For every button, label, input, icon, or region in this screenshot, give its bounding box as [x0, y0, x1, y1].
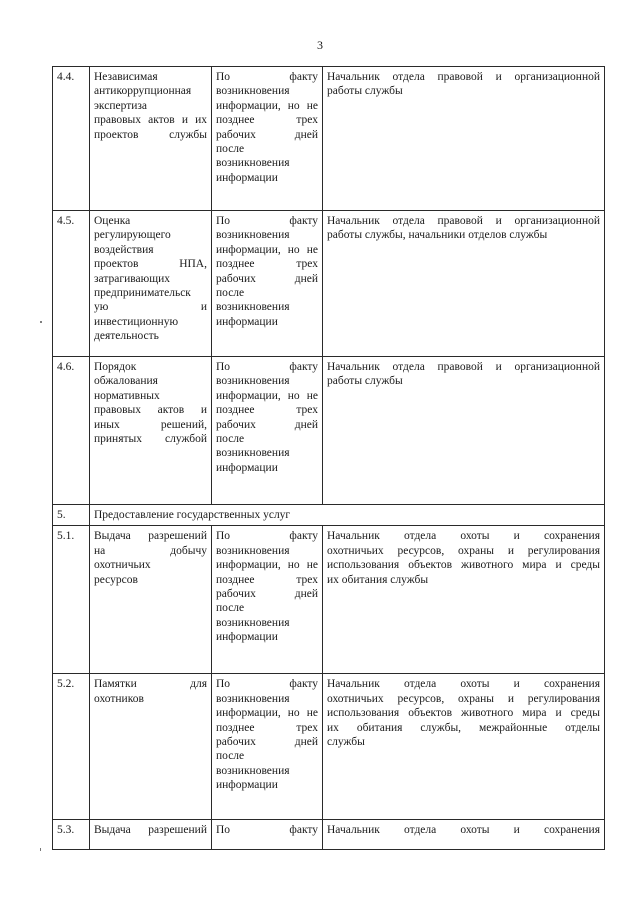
text-line: рабочих дней	[216, 588, 318, 601]
scan-artifact	[40, 321, 42, 323]
text-line: охотничьих ресурсов, охраны и регулирования	[327, 544, 600, 557]
table-row	[53, 211, 605, 357]
text-line: охотничьих ресурсов, охраны и регулирования	[327, 692, 600, 705]
text-line: информации, но не	[216, 707, 318, 720]
text-line: рабочих дней	[216, 272, 318, 285]
table-body	[53, 67, 605, 850]
scan-artifact	[40, 848, 41, 851]
text-line: после	[216, 433, 245, 446]
table-row	[53, 526, 605, 674]
text-line: информации	[216, 171, 278, 184]
text-line: после	[216, 287, 245, 300]
text-line: возникновения	[216, 764, 290, 777]
table-row	[53, 67, 605, 211]
text-line: возникновения	[216, 692, 290, 705]
text-line: их обитания службы, межрайонные отделы	[327, 721, 600, 734]
item-number: 5.1.	[53, 526, 90, 674]
text-line: возникновения	[216, 616, 290, 629]
text-line: принятых службой	[94, 433, 207, 446]
text-line: информации	[216, 631, 278, 644]
text-line: Выдача разрешений	[94, 530, 207, 543]
text-line: позднее трех	[216, 404, 318, 417]
text-line: позднее трех	[216, 114, 318, 127]
text-line: обжалования	[94, 375, 158, 388]
text-line: правовых актов и	[94, 404, 207, 417]
text-line: возникновения	[216, 375, 290, 388]
text-line: Независимая	[94, 71, 158, 83]
text-line: Порядок	[94, 361, 137, 373]
text-line: работы службы	[327, 375, 403, 388]
text-line: деятельность	[94, 330, 159, 343]
text-line: работы службы, начальники отделов службы	[327, 229, 548, 242]
table-row	[53, 357, 605, 505]
text-line: работы службы	[327, 85, 403, 98]
item-number: 5.3.	[53, 820, 90, 850]
deadline-cell	[212, 526, 323, 674]
text-line: воздействия	[94, 243, 154, 256]
deadline-cell	[212, 357, 323, 505]
responsible-cell	[323, 674, 605, 820]
table-row	[53, 505, 605, 526]
text-line: их обитания службы	[327, 573, 429, 586]
text-line: использования объектов животного мира и среды	[327, 707, 600, 720]
text-line: По факту	[216, 530, 318, 543]
responsible-cell	[323, 211, 605, 357]
item-name-cell	[90, 820, 212, 850]
text-line: Начальник отдела правовой и организационной	[327, 71, 600, 83]
table-row	[53, 820, 605, 850]
item-number: 5.	[53, 505, 90, 526]
item-number: 4.5.	[53, 211, 90, 357]
text-line: Выдача разрешений	[94, 824, 207, 837]
text-line: Начальник отдела охоты и сохранения	[327, 530, 600, 543]
text-line: По факту	[216, 361, 318, 373]
text-line: иных решений,	[94, 418, 207, 431]
text-line: Памятки для	[94, 678, 207, 691]
deadline-cell	[212, 674, 323, 820]
text-line: охотничьих	[94, 559, 151, 572]
text-line: регулирующего	[94, 229, 171, 242]
text-line: информации, но не	[216, 389, 318, 402]
item-number: 4.6.	[53, 357, 90, 505]
deadline-cell	[212, 211, 323, 357]
item-name-cell	[90, 526, 212, 674]
deadline-cell	[212, 67, 323, 211]
text-line: использования объектов животного мира и среды	[327, 559, 600, 572]
text-line: информации, но не	[216, 99, 318, 112]
text-line: возникновения	[216, 85, 290, 98]
text-line: По факту	[216, 215, 318, 227]
text-line: рабочих дней	[216, 418, 318, 431]
text-line: затрагивающих	[94, 272, 170, 285]
text-line: ую и	[94, 301, 207, 314]
responsible-cell	[323, 67, 605, 211]
text-line: правовых актов и их	[94, 114, 207, 127]
text-line: экспертиза	[94, 99, 148, 112]
text-line: рабочих дней	[216, 736, 318, 749]
text-line: нормативных	[94, 389, 160, 402]
table-row	[53, 674, 605, 820]
text-line: после	[216, 143, 245, 156]
text-line: возникновения	[216, 229, 290, 242]
item-name-cell	[90, 674, 212, 820]
section-title: Предоставление государственных услуг	[90, 505, 605, 526]
text-line: на добычу	[94, 544, 207, 557]
text-line: проектов НПА,	[94, 258, 207, 271]
text-line: службы	[327, 736, 365, 749]
text-line: возникновения	[216, 301, 290, 314]
text-line: после	[216, 750, 245, 763]
text-line: возникновения	[216, 544, 290, 557]
text-line: позднее трех	[216, 721, 318, 734]
text-line: предпринимательск	[94, 287, 191, 300]
text-line: антикоррупционная	[94, 85, 192, 98]
text-line: возникновения	[216, 447, 290, 460]
responsible-cell	[323, 526, 605, 674]
text-line: информации	[216, 315, 278, 328]
text-line: позднее трех	[216, 258, 318, 271]
text-line: проектов службы	[94, 128, 207, 141]
item-name-cell	[90, 67, 212, 211]
text-line: По факту	[216, 824, 318, 837]
text-line: По факту	[216, 678, 318, 691]
responsible-cell	[323, 357, 605, 505]
information-table	[52, 66, 605, 850]
item-name-cell	[90, 357, 212, 505]
deadline-cell	[212, 820, 323, 850]
item-name-cell	[90, 211, 212, 357]
text-line: информации	[216, 461, 278, 474]
text-line: возникновения	[216, 157, 290, 170]
text-line: информации, но не	[216, 559, 318, 572]
text-line: Оценка	[94, 215, 131, 227]
text-line: информации, но не	[216, 243, 318, 256]
text-line: информации	[216, 779, 278, 792]
text-line: охотников	[94, 692, 144, 705]
text-line: ресурсов	[94, 573, 138, 586]
item-number: 5.2.	[53, 674, 90, 820]
text-line: Начальник отдела охоты и сохранения	[327, 678, 600, 691]
text-line: Начальник отдела правовой и организационной	[327, 361, 600, 373]
responsible-cell	[323, 820, 605, 850]
text-line: По факту	[216, 71, 318, 83]
item-number: 4.4.	[53, 67, 90, 211]
text-line: позднее трех	[216, 573, 318, 586]
text-line: после	[216, 602, 245, 615]
page-number: 3	[317, 38, 323, 52]
text-line: рабочих дней	[216, 128, 318, 141]
text-line: инвестиционную	[94, 315, 179, 328]
text-line: Начальник отдела охоты и сохранения	[327, 824, 600, 837]
text-line: Начальник отдела правовой и организационной	[327, 215, 600, 227]
